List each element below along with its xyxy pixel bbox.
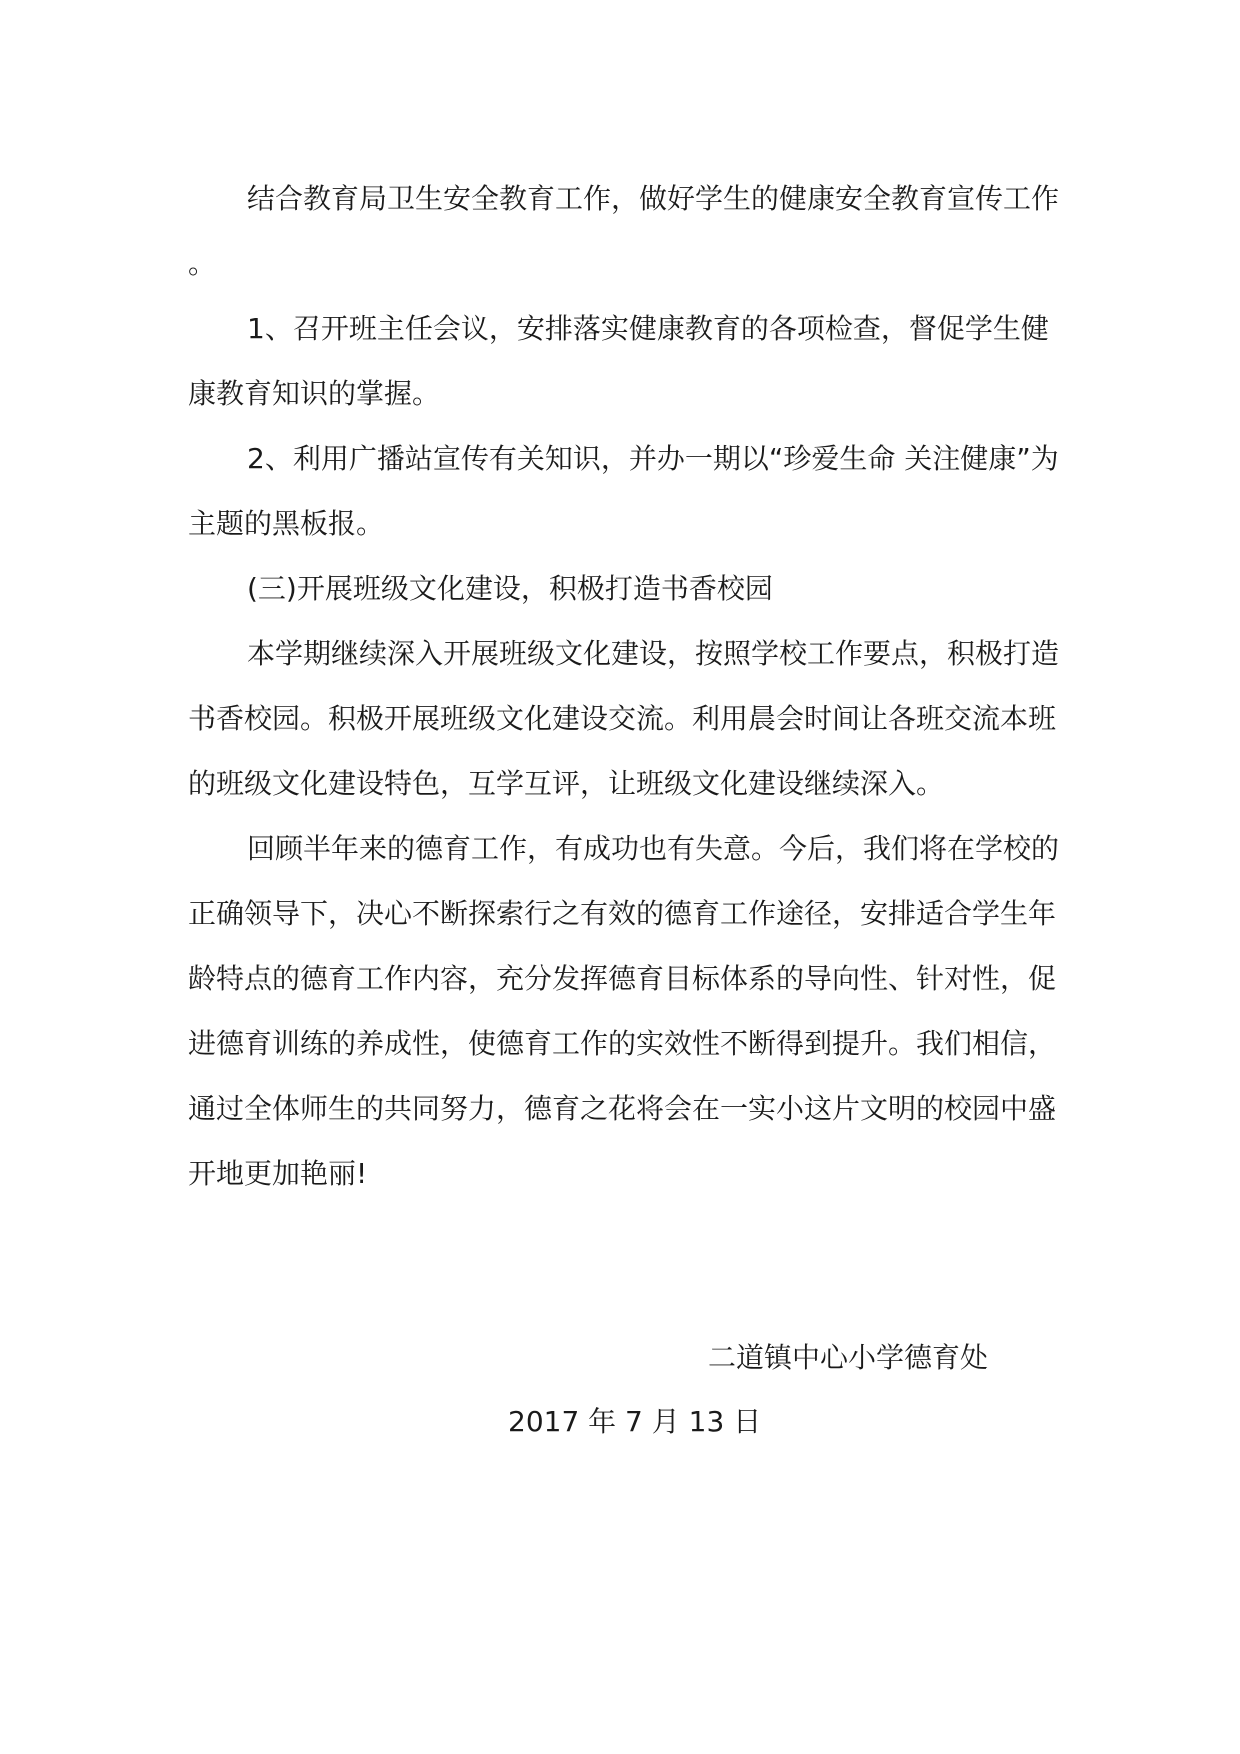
document-body	[188, 166, 1060, 1206]
signature-date: 2017 年 7 月 13 日	[508, 1405, 762, 1438]
signature-organization: 二道镇中心小学德育处	[708, 1341, 989, 1374]
paragraph-review-and-outlook: 回顾半年来的德育工作，有成功也有失意。今后，我们将在学校的正确领导下，决心不断探索行之有效的德育工作途径，安排适合学生年龄特点的德育工作内容，充分发挥德育目标体系的导向性、针对性，促进德育训练的养成性，使德育工作的实效性不断得到提升。我们相信，通过全体师生的共同努力，德育之花将会在一实小这片文明的校园中盛开地更加艳丽!	[188, 832, 1060, 1190]
paragraph-item-2-broadcast-blackboard: 2、利用广播站宣传有关知识，并办一期以“珍爱生命 关注健康”为主题的黑板报。	[188, 442, 1059, 540]
paragraph-class-culture-construction: 本学期继续深入开展班级文化建设，按照学校工作要点，积极打造书香校园。积极开展班级文化建设交流。利用晨会时间让各班交流本班的班级文化建设特色，互学互评，让班级文化建设继续深入。	[188, 637, 1060, 800]
paragraph-item-1-class-teacher-meeting: 1、召开班主任会议，安排落实健康教育的各项检查，督促学生健康教育知识的掌握。	[188, 312, 1049, 410]
section-heading-class-culture: (三)开展班级文化建设，积极打造书香校园	[247, 572, 773, 605]
paragraph-health-education-intro: 结合教育局卫生安全教育工作，做好学生的健康安全教育宣传工作。	[188, 182, 1060, 280]
